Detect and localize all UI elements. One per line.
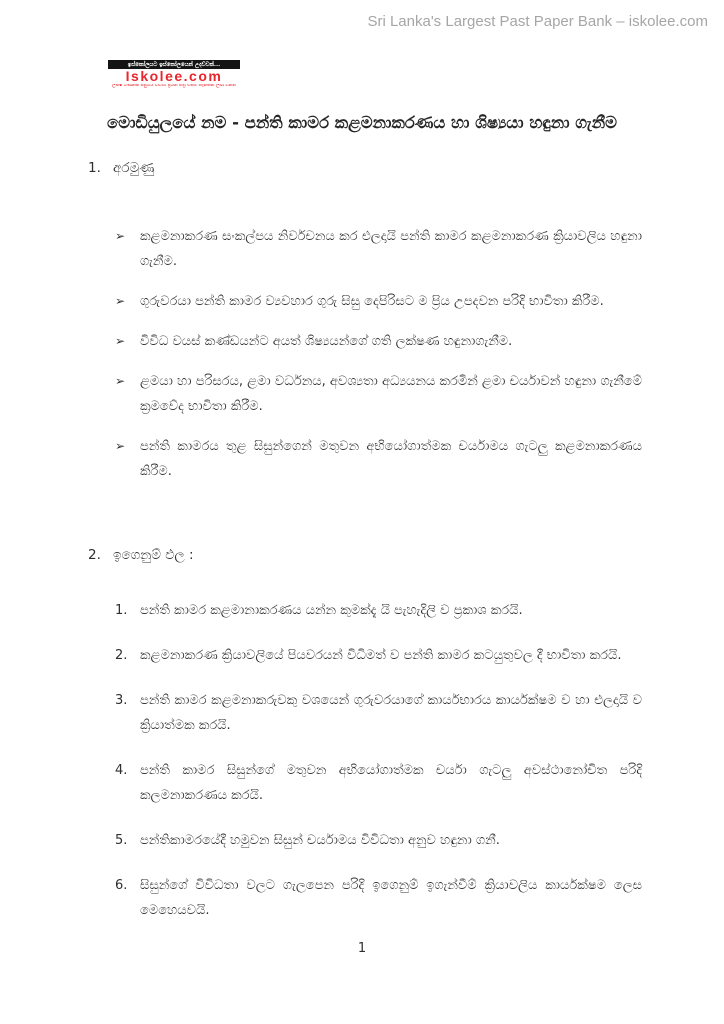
arrow-bullet-icon: ➢ [115,439,126,453]
list-item [115,329,642,354]
logo-tagline-top: ඉස්කෝලයට ඉස්කෝලයෙන් උදව්වක්... [108,60,240,69]
list-item [115,828,642,853]
list-item [115,598,642,623]
item-text: පන්ති කාමර කළමනාකරුවකු වශයෙන් ගුරුවරයාගේ කාර්යභාරය කාර්යක්ෂම ව හා එලදායි ව ක්‍රියාත්මක කරයි. [140,693,642,733]
page-title: මොඩියුලයේ නම - පන්ති කාමර කළමනාකරණය හා ශිෂ්‍යයා හඳුනා ගැනීම [107,113,617,132]
bullet-text: ගුරුවරයා පන්ති කාමර ව්‍යවහාර ගුරු සිසු දෙපිරිසට ම ප්‍රිය උපදවන පරිදි භාවිතා කිරීම. [140,294,604,309]
section-1-bullet-list [115,224,642,484]
bullet-text: ළමයා හා පරිසරය, ළමා වර්ධනය, අවශ්‍යතා අධ්‍යයනය කරමින් ළමා චර්යාවන් හඳුනා ගැනීමේ ක්‍රමවේද භාවිතා කිරීම. [140,374,643,414]
item-number: 6. [115,878,128,893]
header-watermark: Sri Lanka's Largest Past Paper Bank – iskolee.com [367,13,708,30]
list-item [115,873,642,923]
item-number: 5. [115,833,128,848]
item-text: පන්තිකාමරයේදී හමුවන සිසුන් චර්යාමය විවිධතා අනුව හඳුනා ගනී. [140,833,500,848]
item-text: සිසුන්ගේ විවිධතා වලට ගැලපෙන පරිදි ඉගෙනුම් ඉගැන්වීම් ක්‍රියාවලිය කාර්යක්ෂම ලෙස මෙහෙයවයි. [140,878,642,918]
item-number: 3. [115,693,128,708]
list-item [115,289,642,314]
section-2-title: ඉගෙනුම් ඵල : [113,547,194,563]
item-number: 1. [115,603,128,618]
document-body [88,160,642,943]
section-2-item-list [115,598,642,923]
list-item [115,758,642,808]
list-item [115,224,642,274]
section-1-heading [88,160,642,176]
bullet-text: පන්ති කාමරය තුළ සිසුන්ගෙන් මතුවන අභියෝගාත්මක චර්යාමය ගැටලු කළමනාකරණය කිරීම. [140,439,642,479]
logo-tagline-bottom: ලක්ෂ ගණනක් පසුගිය විභාග ප්‍රශ්න පත්‍ර එකම තැනකින් ලබා ගන්න [112,83,236,88]
page-number: 1 [357,941,367,956]
section-1-number: 1. [88,160,101,176]
section-2-number: 2. [88,547,101,563]
list-item [115,369,642,419]
item-text: කළමනාකරණ ක්‍රියාවලියේ පියවරයන් විධිමත් ව පන්ති කාමර කටයුතුවල දී භාවිතා කරයි. [140,648,622,663]
item-number: 4. [115,763,128,778]
bullet-text: කළමනාකරණ සංකල්පය නිර්වචනය කර එලදායි පන්ති කාමර කළමනාකරණ ක්‍රියාවලිය හඳුනා ගැනීම. [140,229,642,269]
list-item [115,643,642,668]
arrow-bullet-icon: ➢ [115,229,126,243]
bullet-text: විවිධ වයස් කණ්ඩයන්ට අයත් ශිෂ්‍යයන්ගේ ගති ලක්ෂණ හඳුනාගැනීම. [140,334,513,349]
item-number: 2. [115,648,128,663]
arrow-bullet-icon: ➢ [115,294,126,308]
item-text: පන්ති කාමර කළමානාකරණය යන්න කුමක්දැ යි පැහැදිලි ව ප්‍රකාශ කරයි. [140,603,523,618]
item-text: පන්ති කාමර සිසුන්ගේ මතුවන අභියෝගාත්මක චර්යා ගැටලු අවස්ථානෝචිත පරිදි කලමනාකරණය කරයි. [140,763,642,803]
iskolee-logo [108,60,240,89]
section-2-heading [88,547,642,563]
logo-brand-text: Iskolee.com [125,68,223,85]
arrow-bullet-icon: ➢ [115,374,126,388]
list-item [115,688,642,738]
arrow-bullet-icon: ➢ [115,334,126,348]
list-item [115,434,642,484]
section-1-title: අරමුණු [113,160,155,176]
